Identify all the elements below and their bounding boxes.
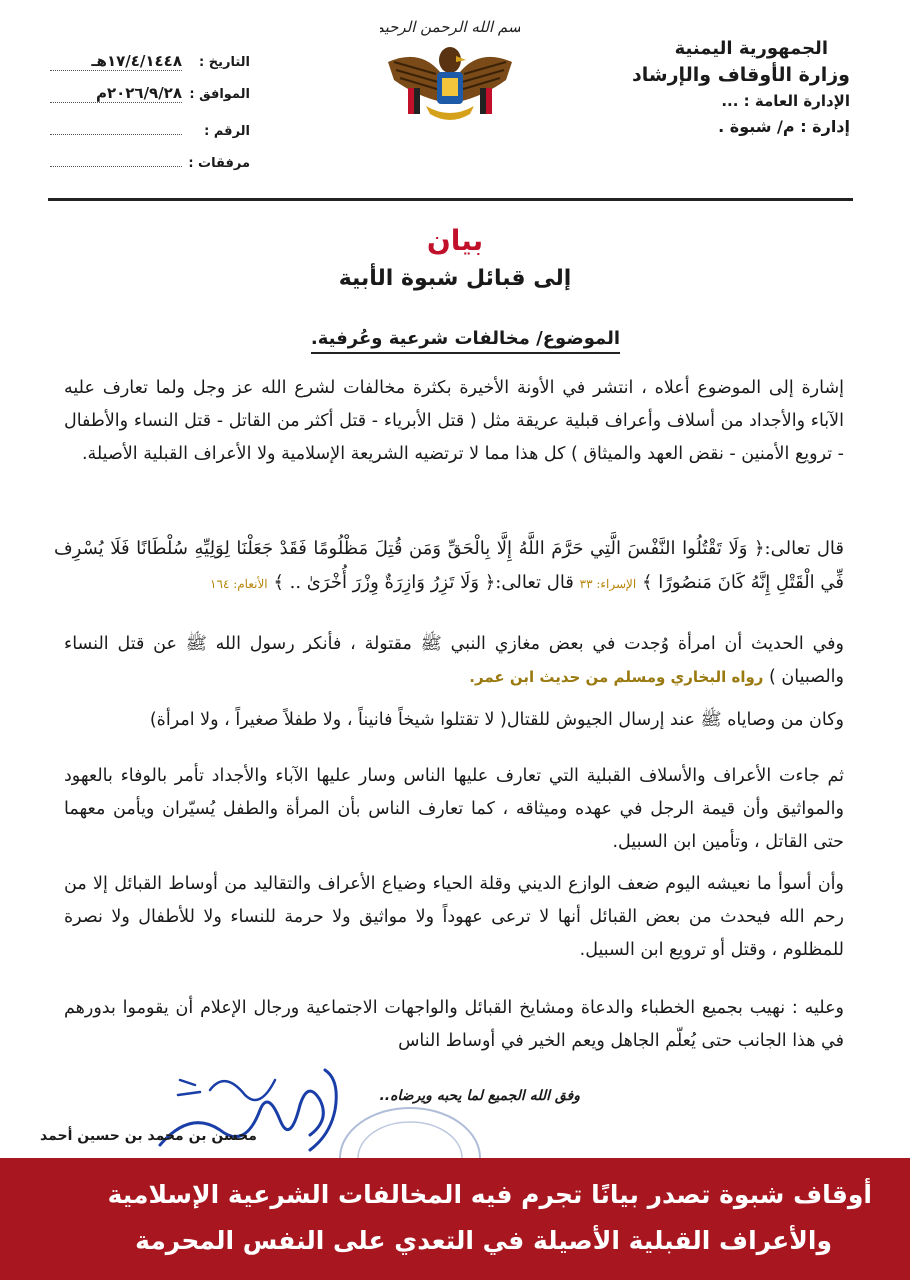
headline-line-2: والأعراف القبلية الأصيلة في التعدي على النفس المحرمة — [135, 1226, 832, 1255]
document-meta — [50, 52, 250, 180]
reference-number-label: الرقم : — [204, 124, 250, 139]
news-headline-banner — [0, 1158, 910, 1280]
appeal-paragraph: وعليه : نهيب بجميع الخطباء والدعاة ومشايخ القبائل والواجهات الاجتماعية ورجال الإعلام أن يقوموا بدورهم في هذا الجانب حتى يُعلّم الجاهل ويعم الخير في أوساط الناس — [64, 998, 844, 1051]
quran-verse-isra: قال تعالى:﴿ وَلَا تَقْتُلُوا النَّفْسَ الَّتِي حَرَّمَ اللَّهُ إِلَّا بِالْحَقِّ وَمَن قُتِلَ مَظْلُومًا فَقَدْ جَعَلْنَا لِوَلِيِّهِ سُلْطَانًا فَلَا يُسْرِف فِّي الْقَتْلِ إِنَّهُ كَانَ مَنصُورًا ﴾ — [54, 538, 844, 593]
header-divider — [48, 198, 853, 201]
signatory-name: محسن بن محمد بن حسين أحمد — [40, 1128, 257, 1144]
attachments-label: مرفقات : — [188, 156, 250, 171]
date-label: التاريخ : — [199, 55, 250, 70]
headline-text — [32, 1172, 872, 1264]
closing-prayer: وفق الله الجميع لما يحبه ويرضاه.. — [379, 1088, 580, 1104]
date-value: ١٧/٤/١٤٤٨هـ — [50, 52, 182, 71]
headline-line-1: أوقاف شبوة تصدر بيانًا تجرم فيه المخالفات الشرعية الإسلامية — [107, 1180, 872, 1209]
customs-paragraph: ثم جاءت الأعراف والأسلاف القبلية التي تعارف عليها الناس وسار عليها الآباء والأجداد تأمر بالوفاء بالعهود والمواثيق وأن قيمة الرجل في عهده وميثاقه ، كما تعارف الناس بأن المرأة والطفل يُسيّران ويأمن معهما حتى القاتل ، وتأمين ابن السبيل. — [64, 766, 844, 852]
general-directorate: الإدارة العامة : ... — [721, 92, 850, 110]
intro-paragraph: إشارة إلى الموضوع أعلاه ، انتشر في الأونة الأخيرة بكثرة مخالفات لشرع الله عز وجل ولما تعارف عليه الآباء والأجداد من أسلاف وأعراف قبلية عريقة مثل ( قتل الأبرياء - قتل أكثر من القاتل - قتل النساء والأطفال - ترويع الأمنين - نقض العهد والميثاق ) كل هذا مما لا ترتضيه الشريعة الإسلامية ولا الأعراف القبلية الأصيلة. — [64, 378, 844, 464]
quran-verse-anam: قال تعالى:﴿ وَلَا تَزِرُ وَازِرَةٌ وِزْرَ أُخْرَىٰ .. ﴾ — [273, 572, 574, 593]
statement-title: بيان — [426, 224, 484, 257]
statement-addressee: إلى قبائل شبوة الأبية — [338, 266, 572, 291]
verse-reference-isra: الإسراء: ٣٣ — [579, 577, 637, 591]
basmala-text: بسم الله الرحمن الرحيم — [380, 18, 520, 36]
directorate-office: إدارة : م/ شبوة . — [718, 117, 850, 136]
ministry-header — [590, 36, 850, 140]
ministry-name: وزارة الأوقاف والإرشاد — [632, 64, 850, 86]
quran-verses — [54, 532, 844, 601]
gregorian-date-value: ٢٠٢٦/٩/٢٨م — [50, 84, 182, 103]
prophet-advice-paragraph: وكان من وصاياه ﷺ عند إرسال الجيوش للقتال( لا تقتلوا شيخاً فانيناً ، ولا طفلاً صغيراً ، ولا امرأة) — [149, 710, 844, 730]
emblem-eagle-logo — [380, 10, 520, 130]
statement-subject: الموضوع/ مخالفات شرعية وعُرفية. — [311, 328, 620, 354]
hadith-source: رواه البخاري ومسلم من حديث ابن عمر. — [469, 668, 764, 686]
attachments-value — [50, 148, 182, 167]
hadith-paragraph — [64, 628, 844, 694]
verse-reference-anam: الأنعام: ١٦٤ — [210, 577, 268, 591]
reference-number-value — [50, 116, 182, 135]
hadith-text: وفي الحديث أن امرأة وُجدت في بعض مغازي النبي ﷺ مقتولة ، فأنكر رسول الله ﷺ عن قتل النساء والصبيان ) — [64, 634, 844, 687]
country-name: الجمهورية اليمنية — [674, 38, 828, 59]
decline-paragraph: وأن أسوأ ما نعيشه اليوم ضعف الوازع الديني وقلة الحياء وضياع الأعراف والتقاليد من أوساط القبائل إلا من رحم الله فيحدث من بعض القبائل أنها لا ترعى عهوداً ولا مواثيق ولا حرمة للنساء ولا للأطفال ولا نصرة للمظلوم ، وقتل أو ترويع ابن السبيل. — [64, 874, 844, 960]
gregorian-date-label: الموافق : — [189, 87, 250, 102]
